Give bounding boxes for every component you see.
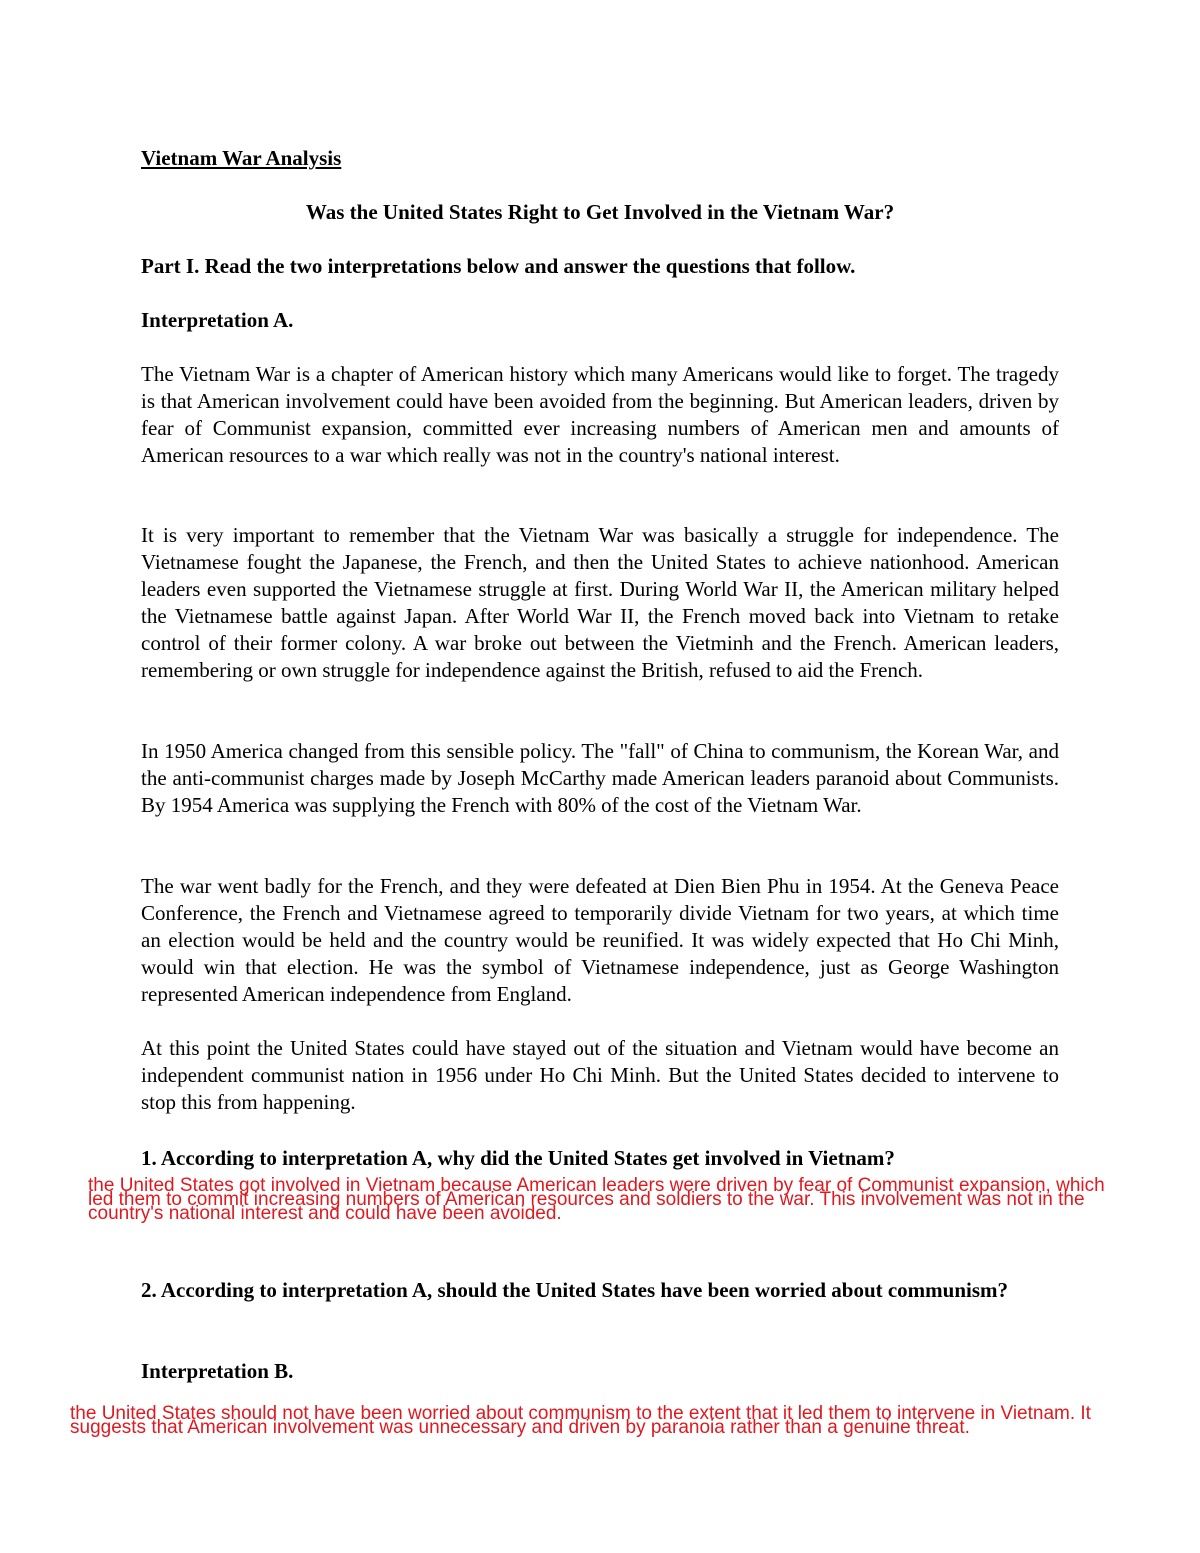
paragraph-1: The Vietnam War is a chapter of American history which many Americans would like to forget. The tragedy is that American involvement could have been avoided from the beginning. But American leaders, driven by fear of Communist expansion, committed ever increasing numbers of American men and amounts of American resources to a war which really was not in the country's national interest. (141, 362, 1059, 467)
paragraph-5: At this point the United States could have stayed out of the situation and Vietnam would have become an independent communist nation in 1956 under Ho Chi Minh. But the United States decided to intervene to stop this from happening. (141, 1036, 1059, 1114)
document-title: Was the United States Right to Get Involved in the Vietnam War? (305, 200, 895, 224)
question-1: 1. According to interpretation A, why did the United States get involved in Vietnam? (141, 1146, 895, 1170)
paragraph-3: In 1950 America changed from this sensible policy. The "fall" of China to communism, the Korean War, and the anti-communist charges made by Joseph McCarthy made American leaders paranoid about Communists. By 1954 America was supplying the French with 80% of the cost of the Vietnam War. (141, 739, 1059, 817)
paragraph-2: It is very important to remember that the Vietnam War was basically a struggle for independence. The Vietnamese fought the Japanese, the French, and then the United States to achieve nationhood. American leaders even supported the Vietnamese struggle at first. During World War II, the American military helped the Vietnamese battle against Japan. After World War II, the French moved back into Vietnam to retake control of their former colony. A war broke out between the Vietminh and the French. American leaders, remembering or own struggle for independence against the British, refused to aid the French. (141, 523, 1059, 682)
interpretation-b-label: Interpretation B. (141, 1359, 294, 1383)
document-heading: Vietnam War Analysis (141, 146, 342, 170)
answer-2: the United States should not have been worried about communism to the extent that it led them to intervene in Vietnam. It suggests that American involvement was unnecessary and driven by paranoia rather than a genuine threat. (70, 1403, 1091, 1438)
paragraph-4: The war went badly for the French, and they were defeated at Dien Bien Phu in 1954. At the Geneva Peace Conference, the French and Vietnamese agreed to temporarily divide Vietnam for two years, at which time an election would be held and the country would be reunified. It was widely expected that Ho Chi Minh, would win that election. He was the symbol of Vietnamese independence, just as George Washington represented American independence from England. (141, 874, 1059, 1006)
question-2: 2. According to interpretation A, should the United States have been worried about communism? (141, 1278, 1009, 1302)
interpretation-a-label: Interpretation A. (141, 308, 294, 332)
part-instructions: Part I. Read the two interpretations below and answer the questions that follow. (141, 254, 856, 278)
answer-1: the United States got involved in Vietnam because American leaders were driven by fear of Communist expansion, which led them to commit increasing numbers of American resources and soldiers to the war. This involvement was not in the country's national interest and could have been avoided. (88, 1175, 1105, 1224)
